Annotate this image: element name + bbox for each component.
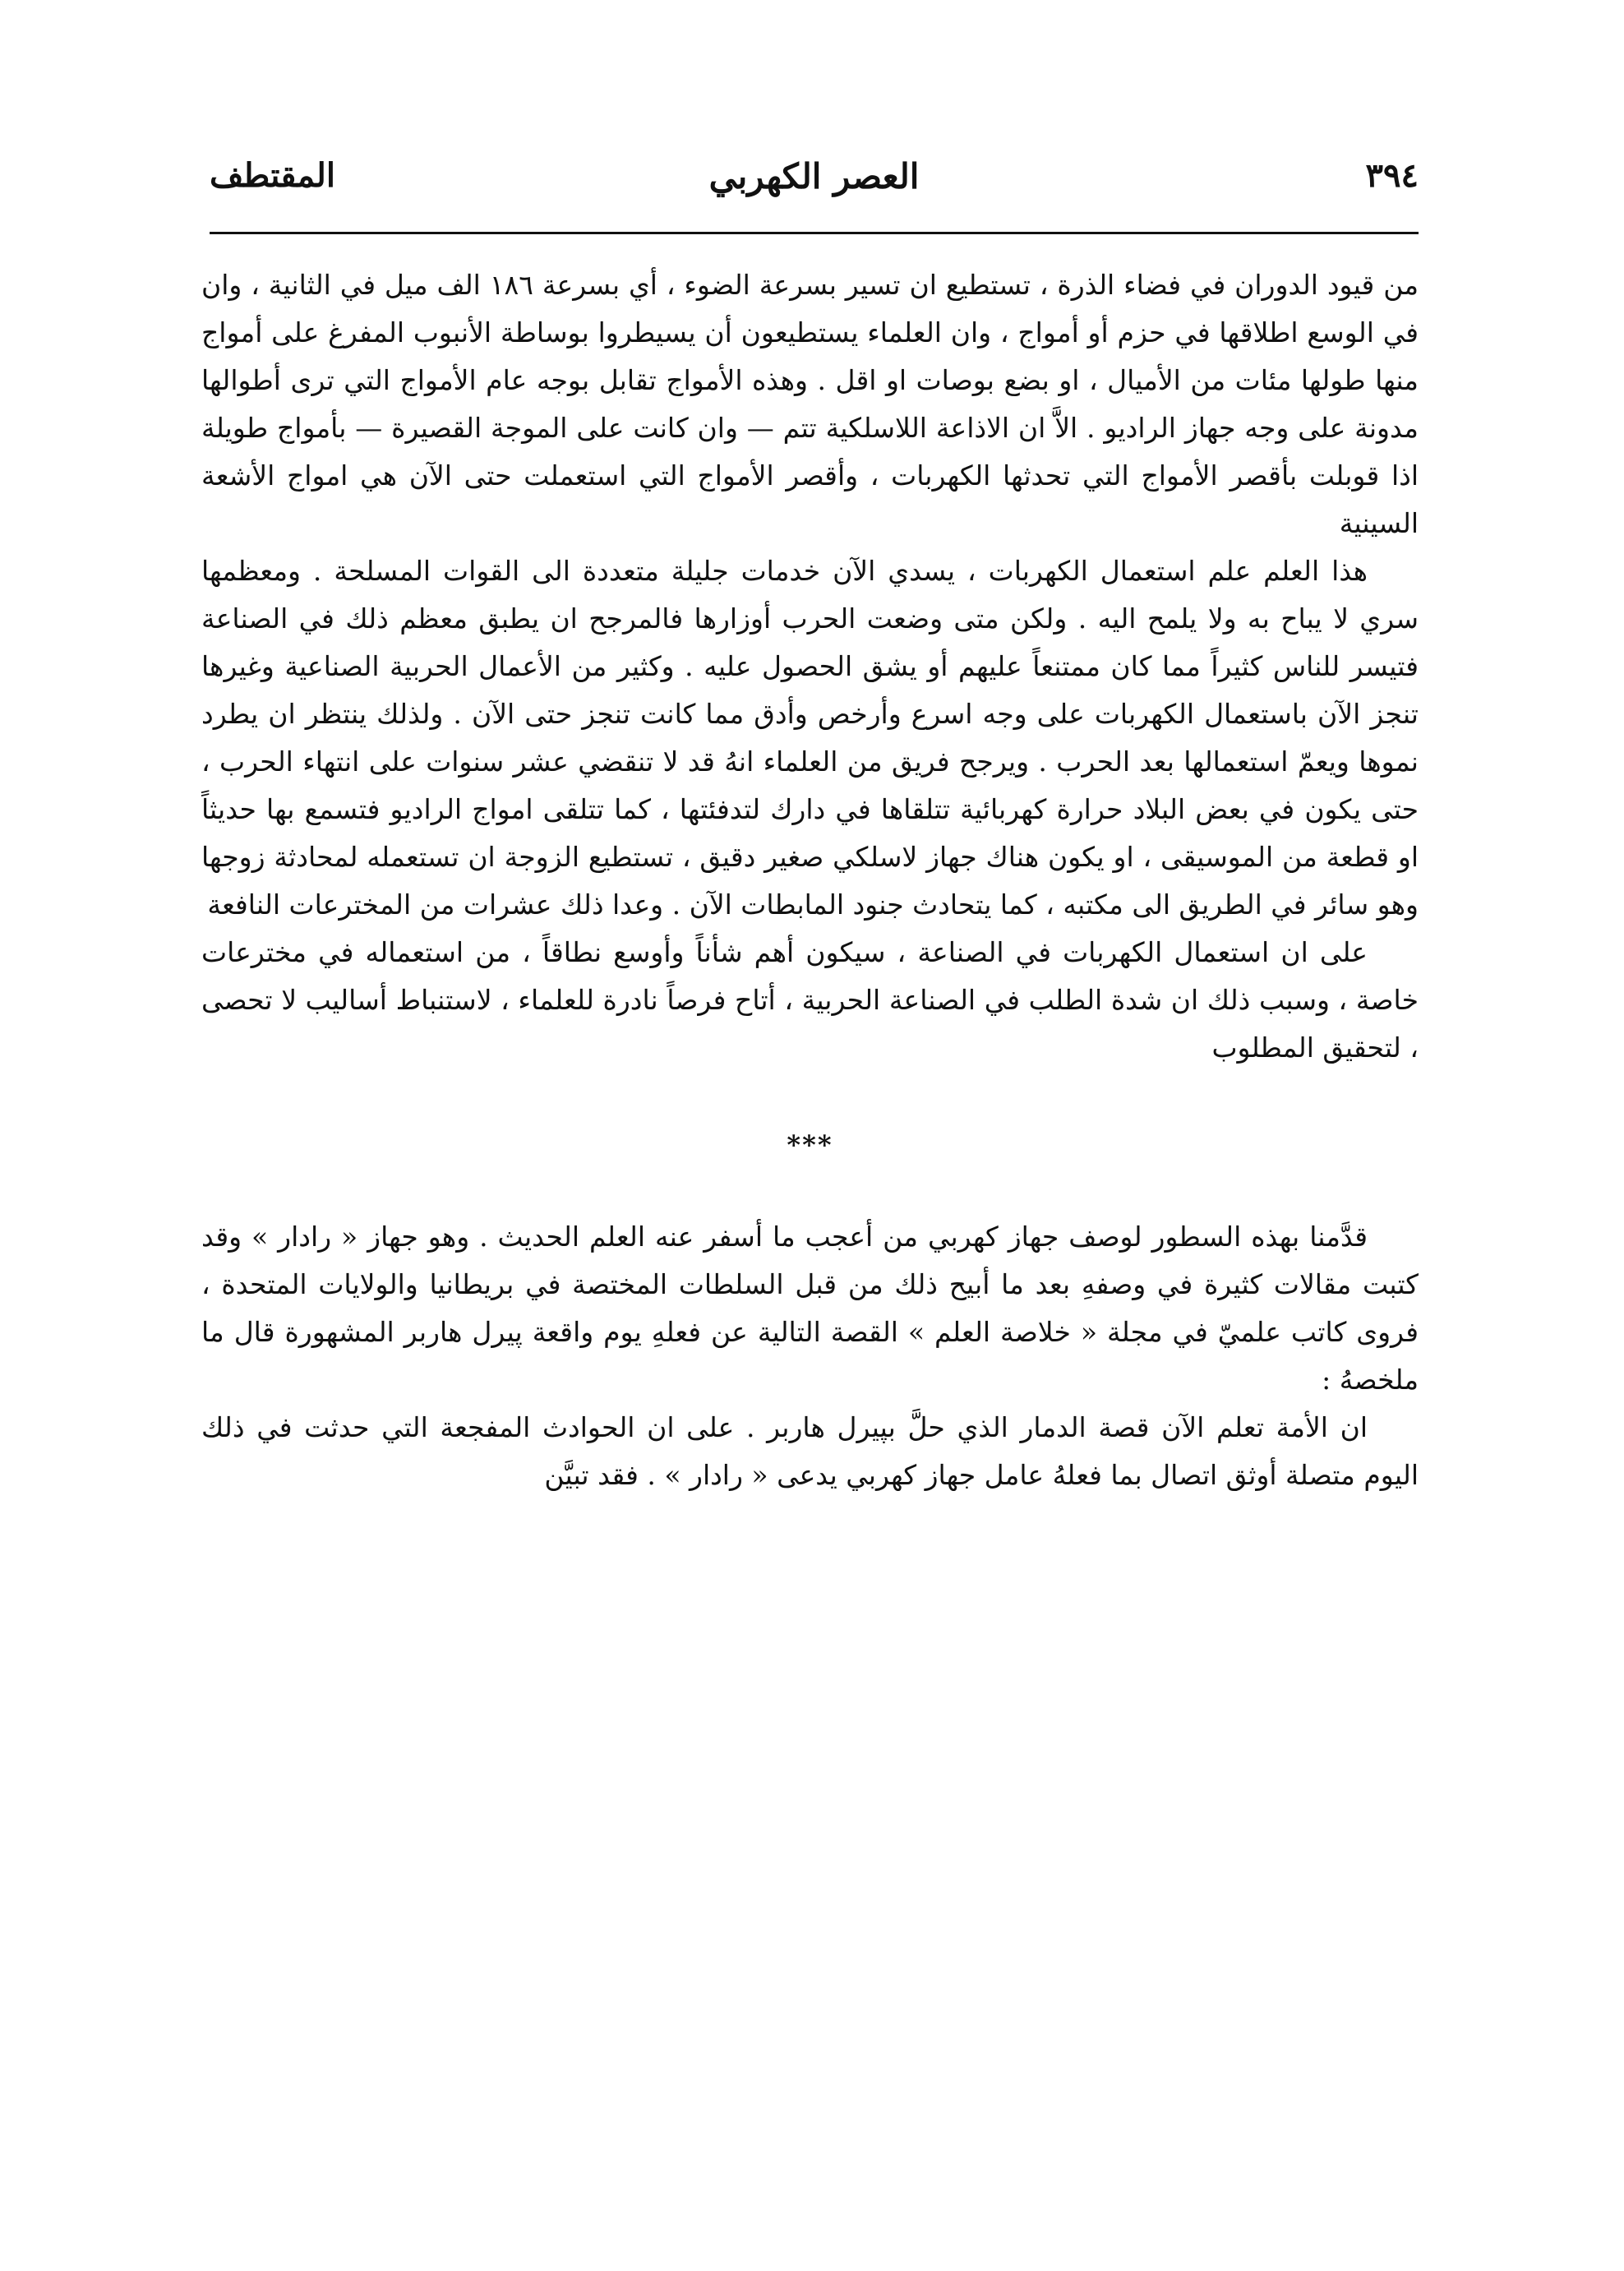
paragraph-2: هذا العلم علم استعمال الكهربات ، يسدي الآن خدمات جليلة متعددة الى القوات المسلحة . ومعظمها سري لا يباح به ولا يلمح اليه . ولكن متى وضعت الحرب أوزارها فالمرجح ان يطبق معظم ذلك في الصناعة فتيسر للناس كثيراً مما كان ممتنعاً عليهم أو يشق الحصول عليه . وكثير من الأعمال الحربية الصناعية وغيرها تنجز الآن باستعمال الكهربات على وجه اسرع وأرخص وأدق مما كانت تنجز حتى الآن . ولذلك ينتظر ان يطرد نموها ويعمّ استعمالها بعد الحرب . ويرجح فريق من العلماء انهُ قد لا تنقضي عشر سنوات على انتهاء الحرب ، حتى يكون في بعض البلاد حرارة كهربائية تتلقاها في دارك لتدفئتها ، كما تتلقى امواج الراديو فتسمع بها حديثاً او قطعة من الموسيقى ، او يكون هناك جهاز لاسلكي صغير دقيق ، تستطيع الزوجة ان تستعمله لمحادثة زوجها وهو سائر في الطريق الى مكتبه ، كما يتحادث جنود المابطات الآن . وعدا ذلك عشرات من المخترعات النافعة [201, 555, 1419, 921]
paragraph-5: ان الأمة تعلم الآن قصة الدمار الذي حلَّ بپيرل هاربر . على ان الحوادث المفجعة التي حدثت في ذلك اليوم متصلة أوثق اتصال بما فعلهُ عامل جهاز كهربي يدعى « رادار » . فقد تبيَّن [201, 1411, 1419, 1491]
paragraph-4: قدَّمنا بهذه السطور لوصف جهاز كهربي من أعجب ما أسفر عنه العلم الحديث . وهو جهاز « رادار » وقد كتبت مقالات كثيرة في وصفهِ بعد ما أبيح ذلك من قبل السلطات المختصة في بريطانيا والولايات المتحدة ، فروى كاتب علميّ في مجلة « خلاصة العلم » القصة التالية عن فعلهِ يوم واقعة پيرل هاربر المشهورة قال ما ملخصهُ : [201, 1221, 1419, 1396]
paragraph-1: من قيود الدوران في فضاء الذرة ، تستطيع ان تسير بسرعة الضوء ، أي بسرعة ١٨٦ الف ميل في الثانية ، وان في الوسع اطلاقها في حزم أو أمواج ، وان العلماء يستطيعون أن يسيطروا بوساطة الأنبوب المفرغ على أمواج منها طولها مئات من الأميال ، او بضع بوصات او اقل . وهذه الأمواج تقابل بوجه عام الأمواج التي ترى أطوالها مدونة على وجه جهاز الراديو . الاَّ ان الاذاعة اللاسلكية تتم — وان كانت على الموجة القصيرة — بأمواج طويلة اذا قوبلت بأقصر الأمواج التي تحدثها الكهربات ، وأقصر الأمواج التي استعملت حتى الآن هي امواج الأشعة السينية [201, 269, 1419, 539]
journal-name: المقتطف [210, 156, 335, 195]
section-separator: *** [787, 1129, 833, 1161]
paragraph-3: على ان استعمال الكهربات في الصناعة ، سيكون أهم شأناً وأوسع نطاقاً ، من استعماله في مخترعات خاصة ، وسبب ذلك ان شدة الطلب في الصناعة الحربية ، أتاح فرصاً نادرة للعلماء ، لاستنباط أساليب لا تحصى ، لتحقيق المطلوب [201, 936, 1419, 1064]
page-number: ٣٩٤ [1365, 156, 1419, 195]
article-body [201, 261, 1419, 1499]
header-rule [210, 232, 1419, 234]
running-header [210, 140, 1419, 214]
article-title: العصر الكهربي [708, 156, 920, 196]
